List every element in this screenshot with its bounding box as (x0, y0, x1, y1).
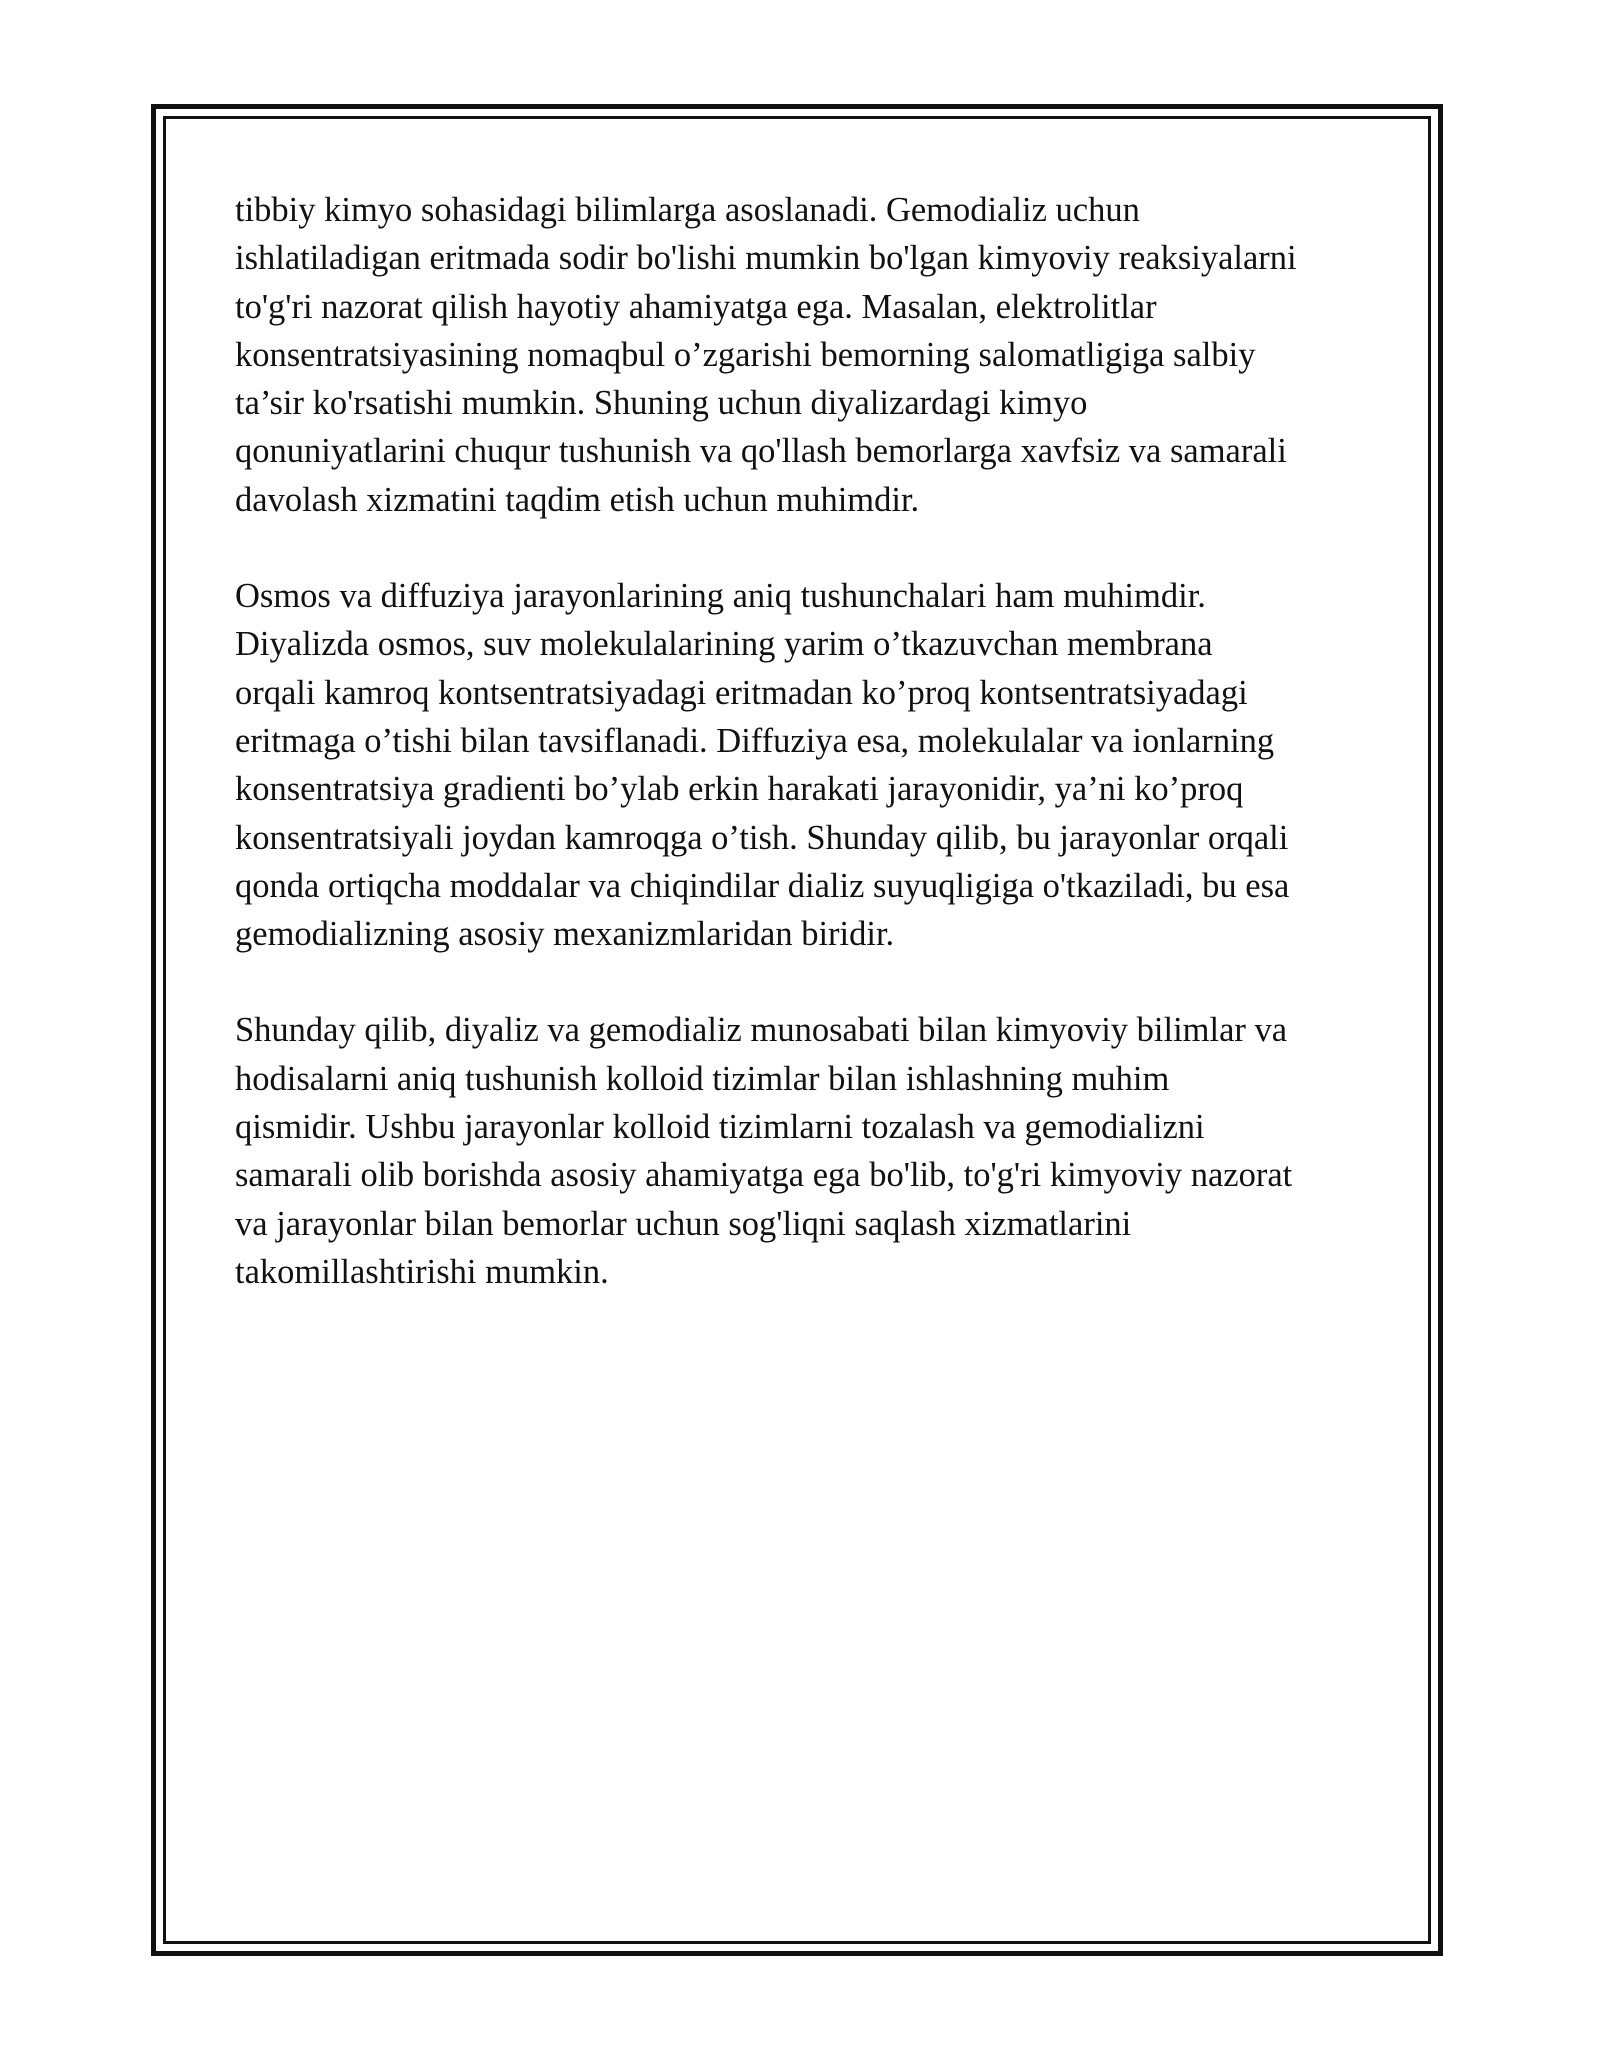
paragraph-3: Shunday qilib, diyaliz va gemodializ munosabati bilan kimyoviy bilimlar va hodisalarni aniq tushunish kolloid tizimlar bilan ishlashning muhim qismidir. Ushbu jarayonlar kolloid tizimlarni tozalash va gemodializni samarali olib borishda asosiy ahamiyatga ega bo'lib, to'g'ri kimyoviy nazorat va jarayonlar bilan bemorlar uchun sog'liqni saqlash xizmatlarini takomillashtirishi mumkin. (235, 1011, 1293, 1291)
paragraph-1: tibbiy kimyo sohasidagi bilimlarga asoslanadi. Gemodializ uchun ishlatiladigan eritmada sodir bo'lishi mumkin bo'lgan kimyoviy reaksiyalarni to'g'ri nazorat qilish hayotiy ahamiyatga ega. Masalan, elektrolitlar konsentratsiyasining nomaqbul o’zgarishi bemorning salomatligiga salbiy ta’sir ko'rsatishi mumkin. Shuning uchun diyalizardagi kimyo qonuniyatlarini chuqur tushunish va qo'llash bemorlarga xavfsiz va samarali davolash xizmatini taqdim etish uchun muhimdir. (235, 191, 1297, 519)
paragraph-2: Osmos va diffuziya jarayonlarining aniq tushunchalari ham muhimdir. Diyalizda osmos, suv molekulalarining yarim o’tkazuvchan membrana orqali kamroq kontsentratsiyadagi eritmadan ko’proq kontsentratsiyadagi eritmaga o’tishi bilan tavsiflanadi. Diffuziya esa, molekulalar va ionlarning konsentratsiya gradienti bo’ylab erkin harakati jarayonidir, ya’ni ko’proq konsentratsiyali joydan kamroqga o’tish. Shunday qilib, bu jarayonlar orqali qonda ortiqcha moddalar va chiqindilar dializ suyuqligiga o'tkaziladi, bu esa gemodializning asosiy mexanizmlaridan biridir. (235, 577, 1290, 954)
document-body (235, 186, 1385, 1344)
